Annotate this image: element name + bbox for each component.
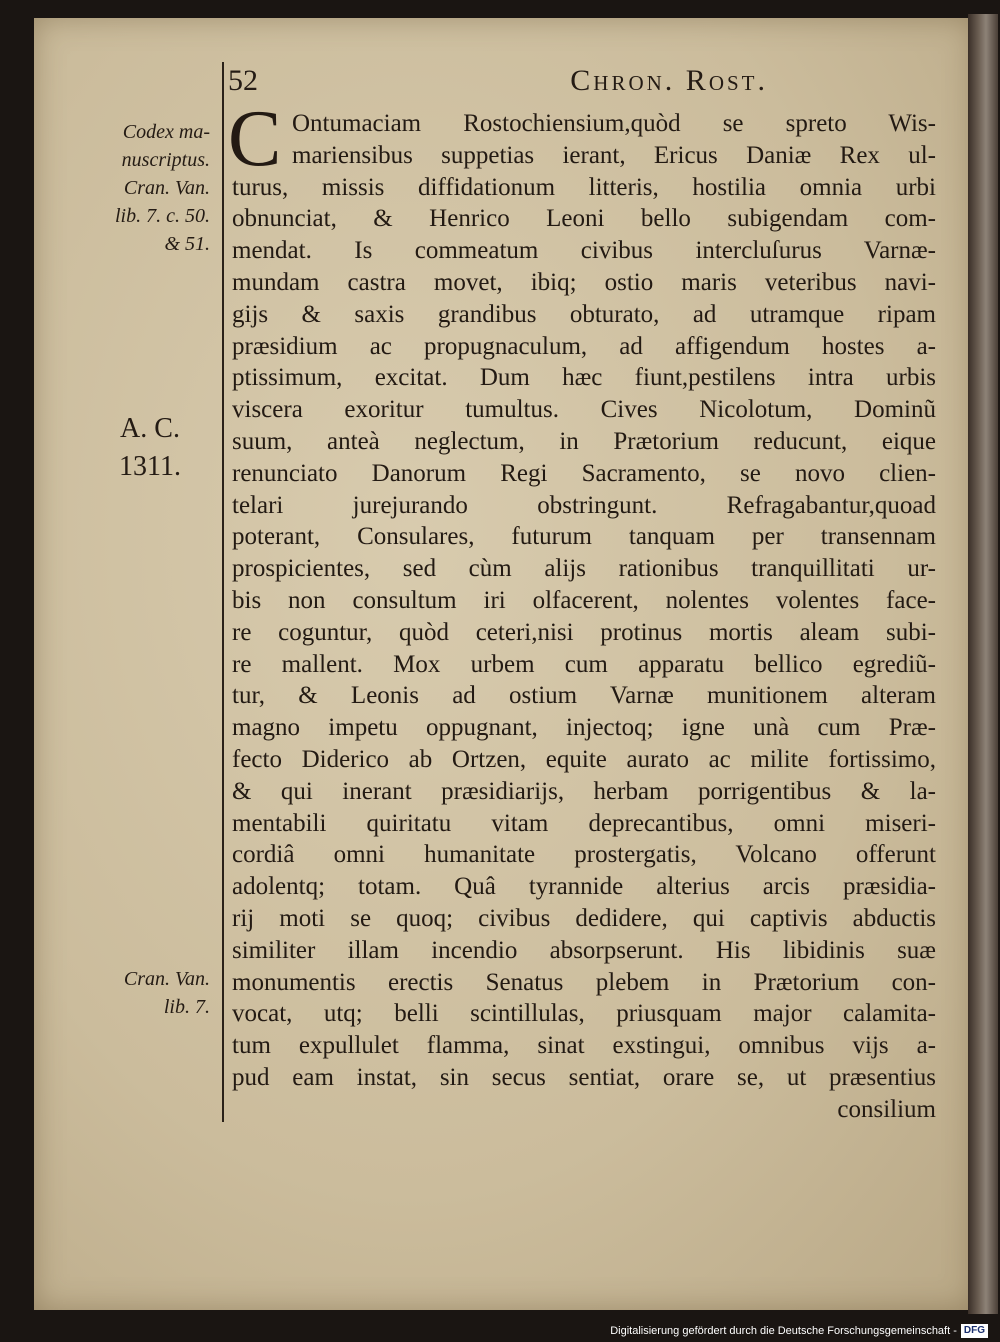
- margin-note-line: lib. 7. c. 50.: [115, 205, 210, 227]
- text-line: rij moti se quoq; civibus dedidere, qui captivis abductis: [232, 904, 936, 932]
- margin-note-line: Cran. Van.: [123, 968, 210, 990]
- text-line: tum expullulet flamma, sinat exstingui, omnibus vijs a-: [232, 1032, 936, 1060]
- drop-capital: C: [228, 95, 282, 183]
- margin-note-line: 1311.: [119, 451, 181, 482]
- text-line: viscera exoritur tumultus. Cives Nicolotum, Dominũ: [232, 396, 936, 424]
- book-spine: [968, 14, 998, 1314]
- text-line: ptissimum, excitat. Dum hæc fiunt,pestilens intra urbis: [232, 364, 936, 392]
- text-line: telari jurejurando obstringunt. Refragabantur,quoad: [232, 491, 936, 519]
- text-line: turus, missis diffidationum litteris, hostilia omnia urbi: [232, 173, 936, 201]
- page-header: [228, 60, 768, 110]
- text-line: poterant, Consulares, futurum tanquam per transennam: [232, 523, 936, 551]
- text-line: gijs & saxis grandibus obturato, ad utramque ripam: [232, 300, 936, 328]
- margin-rule: [222, 62, 224, 1122]
- credit-text: Digitalisierung gefördert durch die Deutsche Forschungsgemeinschaft -: [610, 1325, 957, 1337]
- text-line: re mallent. Mox urbem cum apparatu bellico egrediũ-: [232, 650, 936, 678]
- text-line: suum, anteà neglectum, in Prætorium reducunt, eique: [232, 427, 936, 455]
- text-line: obnunciat, & Henrico Leoni bello subigendam com-: [232, 205, 936, 233]
- text-line: mentabili quiritatu vitam deprecantibus, omni miseri-: [232, 809, 936, 837]
- page-number: 52: [228, 64, 258, 97]
- text-line: prospicientes, sed cùm alijs rationibus tranquillitati ur-: [232, 555, 936, 583]
- text-line: & qui inerant præsidiarijs, herbam porrigentibus & la-: [232, 777, 936, 805]
- text-line: mariensibus suppetias ierant, Ericus Daniæ Rex ul-: [292, 141, 936, 169]
- text-line: mundam castra movet, ibiq; ostio maris veteribus navi-: [232, 268, 936, 296]
- text-line: pud eam instat, sin secus sentiat, orare se, ut præsentius: [232, 1063, 936, 1091]
- text-line: fecto Diderico ab Ortzen, equite aurato ac milite fortissimo,: [232, 745, 936, 773]
- text-line: cordiâ omni humanitate prostergatis, Volcano offerunt: [232, 841, 936, 869]
- margin-note-cran: [70, 965, 210, 1021]
- margin-note-line: lib. 7.: [163, 996, 210, 1018]
- text-line: renunciato Danorum Regi Sacramento, se novo clien-: [232, 459, 936, 487]
- margin-note-line: Cran. Van.: [123, 177, 210, 199]
- margin-note-anno: [90, 410, 210, 486]
- text-line: magno impetu oppugnant, injectoq; igne unà cum Præ-: [232, 714, 936, 742]
- text-line: monumentis erectis Senatus plebem in Prætorium con-: [232, 968, 936, 996]
- digitization-credit: [610, 1324, 988, 1338]
- catchword: consilium: [837, 1095, 936, 1123]
- text-line: vocat, utq; belli scintillulas, priusquam major calamita-: [232, 1000, 936, 1028]
- margin-note-line: nuscriptus.: [121, 149, 210, 171]
- margin-note-line: Codex ma-: [122, 121, 210, 143]
- text-line: similiter illam incendio absorpserunt. His libidinis suæ: [232, 936, 936, 964]
- margin-note-line: A. C.: [120, 413, 180, 444]
- text-line: bis non consultum iri olfacerent, nolentes volentes face-: [232, 586, 936, 614]
- text-line: præsidium ac propugnaculum, ad affigendum hostes a-: [232, 332, 936, 360]
- running-title: Chron. Rost.: [570, 64, 768, 97]
- text-line: adolentq; totam. Quâ tyrannide alterius arcis præsidia-: [232, 873, 936, 901]
- body-text: [232, 108, 936, 1126]
- margin-note-codex: [70, 118, 210, 258]
- text-line: mendat. Is commeatum civibus intercluſurus Varnæ-: [232, 237, 936, 265]
- margin-note-line: & 51.: [164, 233, 210, 255]
- text-line: re coguntur, quòd ceteri,nisi protinus mortis aleam subi-: [232, 618, 936, 646]
- text-line: Ontumaciam Rostochiensium,quòd se spreto Wis-: [292, 110, 936, 137]
- dfg-logo-icon: DFG: [961, 1324, 988, 1338]
- text-line: tur, & Leonis ad ostium Varnæ munitionem alteram: [232, 682, 936, 710]
